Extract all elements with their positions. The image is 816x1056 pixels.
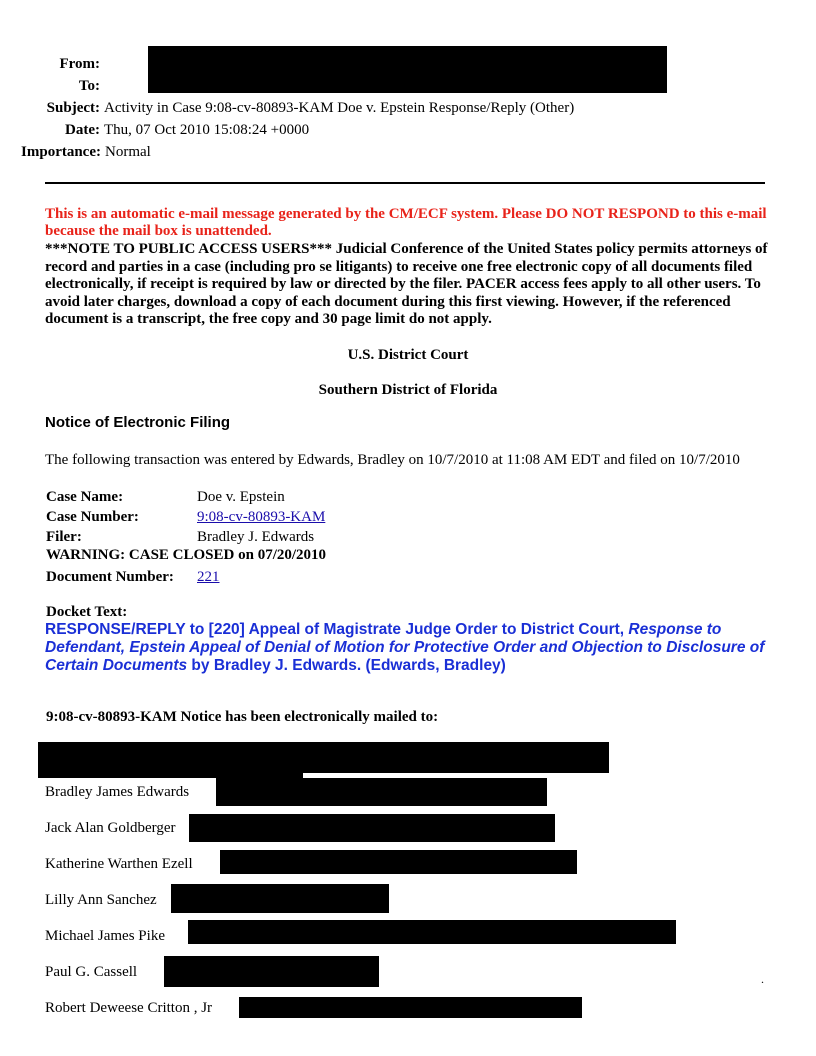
recipient-item: Michael James Pike — [45, 928, 165, 944]
case-closed-warning: WARNING: CASE CLOSED on 07/20/2010 — [46, 547, 327, 563]
from-row — [0, 55, 104, 73]
to-row — [0, 77, 104, 95]
recipient-item: Katherine Warthen Ezell — [45, 856, 193, 872]
importance-value: Normal — [105, 144, 151, 160]
document-number-link[interactable]: 221 — [197, 569, 220, 585]
header-divider — [45, 182, 765, 184]
recipient-redaction-top-tab — [38, 770, 303, 778]
from-to-redaction — [148, 46, 667, 93]
date-value: Thu, 07 Oct 2010 15:08:24 +0000 — [104, 122, 310, 138]
recipient-email-redaction — [216, 778, 547, 806]
recipient-email-redaction — [188, 920, 676, 944]
case-number-label: Case Number: — [46, 509, 139, 525]
to-label: To: — [78, 78, 100, 94]
recipient-item: Jack Alan Goldberger — [45, 820, 176, 836]
public-access-note: ***NOTE TO PUBLIC ACCESS USERS*** Judicial Conference of the United States policy permits attorneys of record and parties in a case (including pro se litigants) to receive one free electronic copy of all documents filed electronically, if receipt is required by law or directed by the filer. PACER access fees apply to all other users. To avoid later charges, download a copy of each document during this first viewing. However, if the referenced document is a transcript, the free copy and 30 page limit do not apply. — [45, 241, 768, 327]
recipient-item: Paul G. Cassell — [45, 964, 138, 980]
nef-title: Notice of Electronic Filing — [45, 414, 231, 431]
subject-row — [0, 99, 574, 117]
recipient-item: Lilly Ann Sanchez — [45, 892, 157, 908]
document-number-row — [46, 568, 220, 586]
case-name-row — [46, 488, 285, 506]
recipient-redaction-top — [38, 742, 609, 773]
date-row — [0, 121, 309, 139]
docket-text — [45, 621, 775, 675]
recipient-email-redaction — [220, 850, 577, 874]
court-district: Southern District of Florida — [318, 382, 498, 398]
mailed-to-title: 9:08-cv-80893-KAM Notice has been electronically mailed to: — [46, 709, 439, 725]
filer-row — [46, 528, 314, 546]
case-number-row — [46, 508, 325, 526]
recipient-email-redaction — [189, 814, 555, 842]
auto-email-warning: This is an automatic e-mail message generated by the CM/ECF system. Please DO NOT RESPOND to this e-mail because the mail box is unattended. — [45, 206, 767, 239]
from-label: From: — [59, 56, 100, 72]
docket-text-part2: by Bradley J. Edwards. (Edwards, Bradley) — [187, 657, 506, 674]
case-name-label: Case Name: — [46, 489, 124, 505]
document-number-label: Document Number: — [46, 569, 174, 585]
court-name: U.S. District Court — [347, 347, 469, 363]
docket-text-label: Docket Text: — [46, 604, 128, 620]
recipient-item: Robert Deweese Critton , Jr — [45, 1000, 213, 1016]
subject-label: Subject: — [46, 100, 100, 116]
case-name-value: Doe v. Epstein — [197, 489, 285, 505]
transaction-text: The following transaction was entered by Edwards, Bradley on 10/7/2010 at 11:08 AM EDT and filed on 10/7/2010 — [45, 452, 740, 468]
docket-text-italic: Response to Defendant, Epstein Appeal of Denial of Motion for Protective Order and Objection to Disclosure of Certain Documents — [45, 621, 765, 674]
docket-text-part1: RESPONSE/REPLY to [220] Appeal of Magistrate Judge Order to District Court, — [45, 621, 629, 638]
recipient-email-redaction — [164, 956, 379, 987]
filer-label: Filer: — [46, 529, 82, 545]
recipient-email-redaction — [239, 997, 582, 1018]
importance-row — [0, 143, 151, 161]
date-label: Date: — [65, 122, 100, 138]
filer-value: Bradley J. Edwards — [197, 529, 315, 545]
recipient-email-redaction — [171, 884, 389, 913]
trailing-mark: . — [761, 972, 764, 986]
recipient-item: Bradley James Edwards — [45, 784, 190, 800]
case-number-link[interactable]: 9:08-cv-80893-KAM — [197, 509, 326, 525]
subject-value: Activity in Case 9:08-cv-80893-KAM Doe v. Epstein Response/Reply (Other) — [104, 100, 575, 116]
importance-label: Importance: — [21, 144, 101, 160]
